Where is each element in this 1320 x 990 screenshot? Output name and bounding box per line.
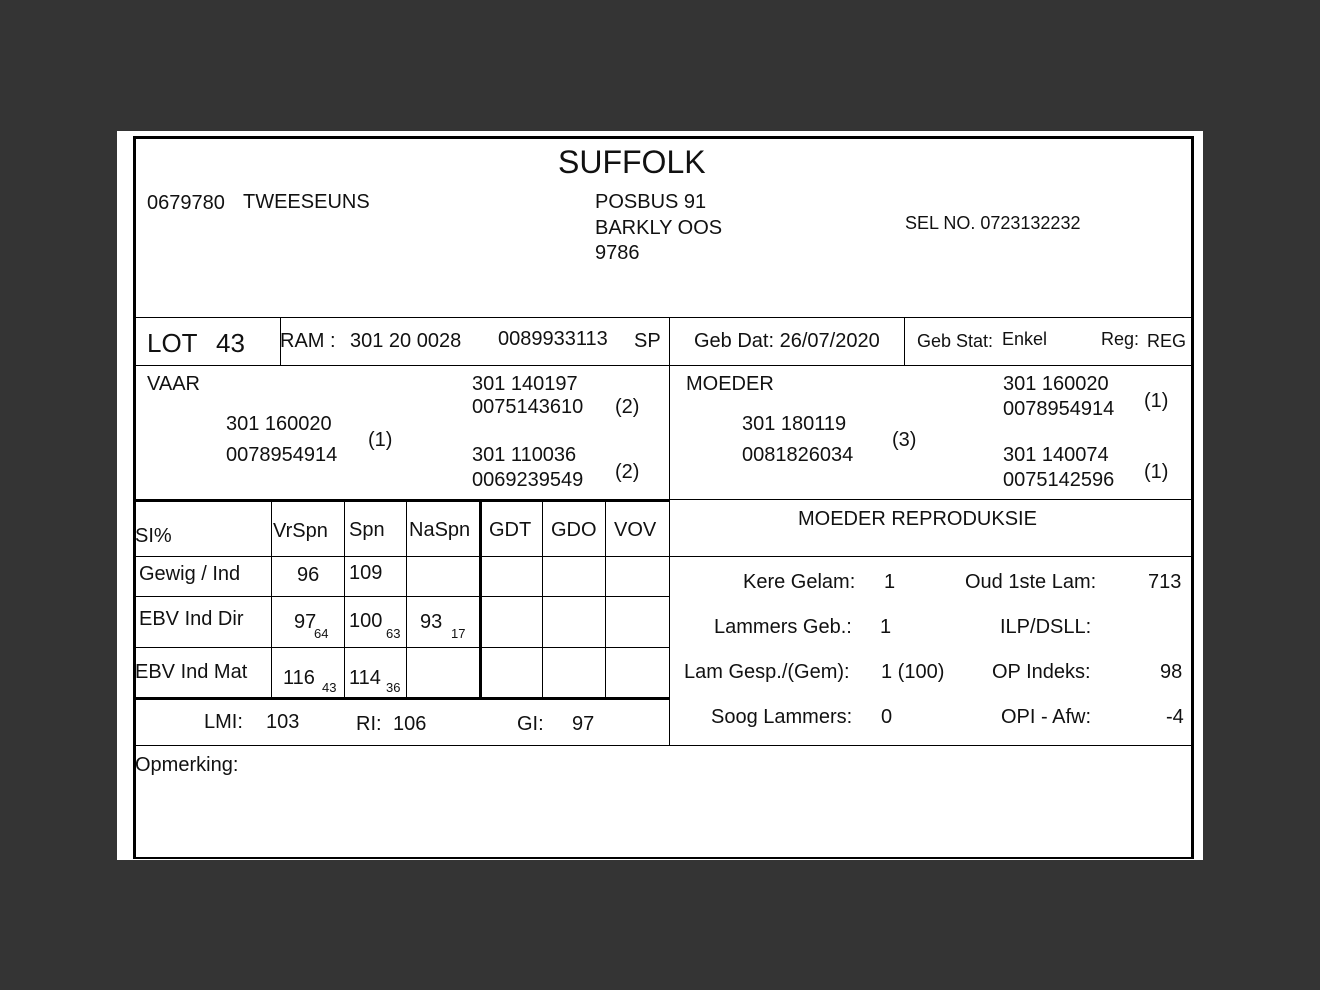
ram-code: SP — [634, 330, 661, 352]
sale-card — [133, 136, 1194, 859]
table-cell-spn-sub: 63 — [386, 626, 401, 641]
table-cell-naspn: 93 — [420, 611, 443, 633]
gi-label: GI: — [517, 713, 544, 735]
table-row-label: Gewig / Ind — [139, 563, 241, 585]
oud-1ste-lam-label: Oud 1ste Lam: — [965, 571, 1097, 593]
sire-id: 301 160020 — [226, 413, 332, 435]
remarks-label: Opmerking: — [135, 754, 239, 776]
address-line-1: POSBUS 91 — [595, 191, 707, 213]
dam-grandsire-id: 301 160020 — [1003, 373, 1109, 395]
dam-id: 301 180119 — [742, 413, 847, 435]
table-cell-spn: 100 — [349, 610, 383, 632]
sire-code: (1) — [368, 429, 393, 451]
birth-status-label: Geb Stat: — [917, 331, 994, 351]
table-row-label: EBV Ind Dir — [139, 608, 244, 630]
birth-status: Enkel — [1002, 329, 1048, 349]
gi-value: 97 — [572, 713, 595, 735]
table-row-line-3 — [136, 647, 669, 648]
divider-remarks — [136, 745, 1193, 746]
divider-lot — [136, 365, 1193, 366]
sire-grandsire-id: 301 140197 — [472, 373, 578, 395]
op-indeks-value: 98 — [1160, 661, 1183, 683]
divider-main-vertical — [669, 318, 670, 745]
kere-gelam-value: 1 — [884, 571, 896, 593]
breed-title: SUFFOLK — [558, 144, 706, 180]
ram-label: RAM : — [280, 330, 336, 352]
dam-granddam-id: 301 140074 — [1003, 444, 1109, 466]
repro-title: MOEDER REPRODUKSIE — [798, 508, 1037, 530]
divider-header — [136, 317, 1193, 318]
kere-gelam-label: Kere Gelam: — [743, 571, 856, 593]
ri-label: RI: — [356, 713, 382, 735]
table-cell-spn-sub: 36 — [386, 680, 401, 695]
birth-date: Geb Dat: 26/07/2020 — [694, 330, 880, 352]
ri-value: 106 — [393, 713, 427, 735]
dam-grandsire-reg: 0078954914 — [1003, 398, 1115, 420]
table-col-line-1 — [271, 501, 272, 698]
divider-repro-title — [670, 556, 1193, 557]
dam-label: MOEDER — [686, 373, 774, 395]
dam-grandsire-code: (1) — [1144, 390, 1169, 412]
reg-value: REG — [1147, 331, 1187, 351]
dam-reg: 0081826034 — [742, 444, 854, 466]
table-cell-spn: 109 — [349, 562, 383, 584]
divider-pedigree-right — [670, 499, 1193, 500]
sire-label: VAAR — [147, 373, 200, 395]
table-header-si: SI% — [135, 525, 172, 547]
ram-id: 301 20 0028 — [350, 330, 462, 352]
address-line-2: BARKLY OOS — [595, 217, 723, 239]
divider-date-status — [904, 318, 905, 365]
lmi-label: LMI: — [204, 711, 243, 733]
table-cell-vrspn: 116 — [283, 667, 315, 689]
table-bottom-line — [136, 697, 670, 700]
table-cell-vrspn-sub: 64 — [314, 626, 329, 641]
dam-code: (3) — [892, 429, 917, 451]
table-row-label: EBV Ind Mat — [135, 661, 248, 683]
lammers-geb-label: Lammers Geb.: — [714, 616, 852, 638]
table-col-line-2 — [344, 501, 345, 698]
opi-afw-value: -4 — [1166, 706, 1184, 728]
soog-lammers-label: Soog Lammers: — [711, 706, 853, 728]
reg-label: Reg: — [1101, 329, 1140, 349]
table-col-line-4 — [479, 501, 482, 698]
opi-afw-label: OPI - Afw: — [1001, 706, 1092, 728]
table-row-line-2 — [136, 596, 669, 597]
oud-1ste-lam-value: 713 — [1148, 571, 1182, 593]
sire-grandsire-reg: 0075143610 — [472, 396, 584, 418]
table-header-spn: Spn — [349, 519, 385, 541]
soog-lammers-value: 0 — [881, 706, 893, 728]
sire-grandsire-code: (2) — [615, 396, 640, 418]
divider-pedigree-left — [136, 499, 670, 502]
table-header-gdt: GDT — [489, 519, 532, 541]
table-col-line-5 — [542, 501, 543, 698]
dam-granddam-reg: 0075142596 — [1003, 469, 1115, 491]
sire-granddam-reg: 0069239549 — [472, 469, 584, 491]
lam-gesp-label: Lam Gesp./(Gem): — [684, 661, 850, 683]
sire-reg: 0078954914 — [226, 444, 338, 466]
table-col-line-3 — [406, 501, 407, 698]
table-cell-naspn-sub: 17 — [451, 626, 466, 641]
lammers-geb-value: 1 — [880, 616, 892, 638]
address-line-3: 9786 — [595, 242, 640, 264]
lam-gesp-value: 1 (100) — [881, 661, 945, 683]
table-header-vov: VOV — [614, 519, 657, 541]
sire-granddam-code: (2) — [615, 461, 640, 483]
sire-granddam-id: 301 110036 — [472, 444, 577, 466]
op-indeks-label: OP Indeks: — [992, 661, 1091, 683]
table-header-naspn: NaSpn — [409, 519, 471, 541]
member-number: 0679780 — [147, 192, 225, 214]
lot-label: LOT — [147, 328, 198, 358]
table-cell-spn: 114 — [349, 667, 381, 689]
table-header-gdo: GDO — [551, 519, 597, 541]
farm-name: TWEESEUNS — [243, 191, 370, 213]
lmi-value: 103 — [266, 711, 300, 733]
phone-number: SEL NO. 0723132232 — [905, 213, 1081, 233]
ram-reg-number: 0089933113 — [498, 328, 608, 350]
table-row-line-1 — [136, 556, 669, 557]
dam-granddam-code: (1) — [1144, 461, 1169, 483]
table-header-vrspn: VrSpn — [273, 520, 328, 542]
lot-number: 43 — [216, 328, 245, 358]
table-cell-vrspn: 96 — [297, 564, 320, 586]
table-cell-vrspn-sub: 43 — [322, 680, 337, 695]
ilp-dsll-label: ILP/DSLL: — [1000, 616, 1092, 638]
table-cell-vrspn: 97 — [294, 611, 317, 633]
table-col-line-6 — [605, 501, 606, 698]
